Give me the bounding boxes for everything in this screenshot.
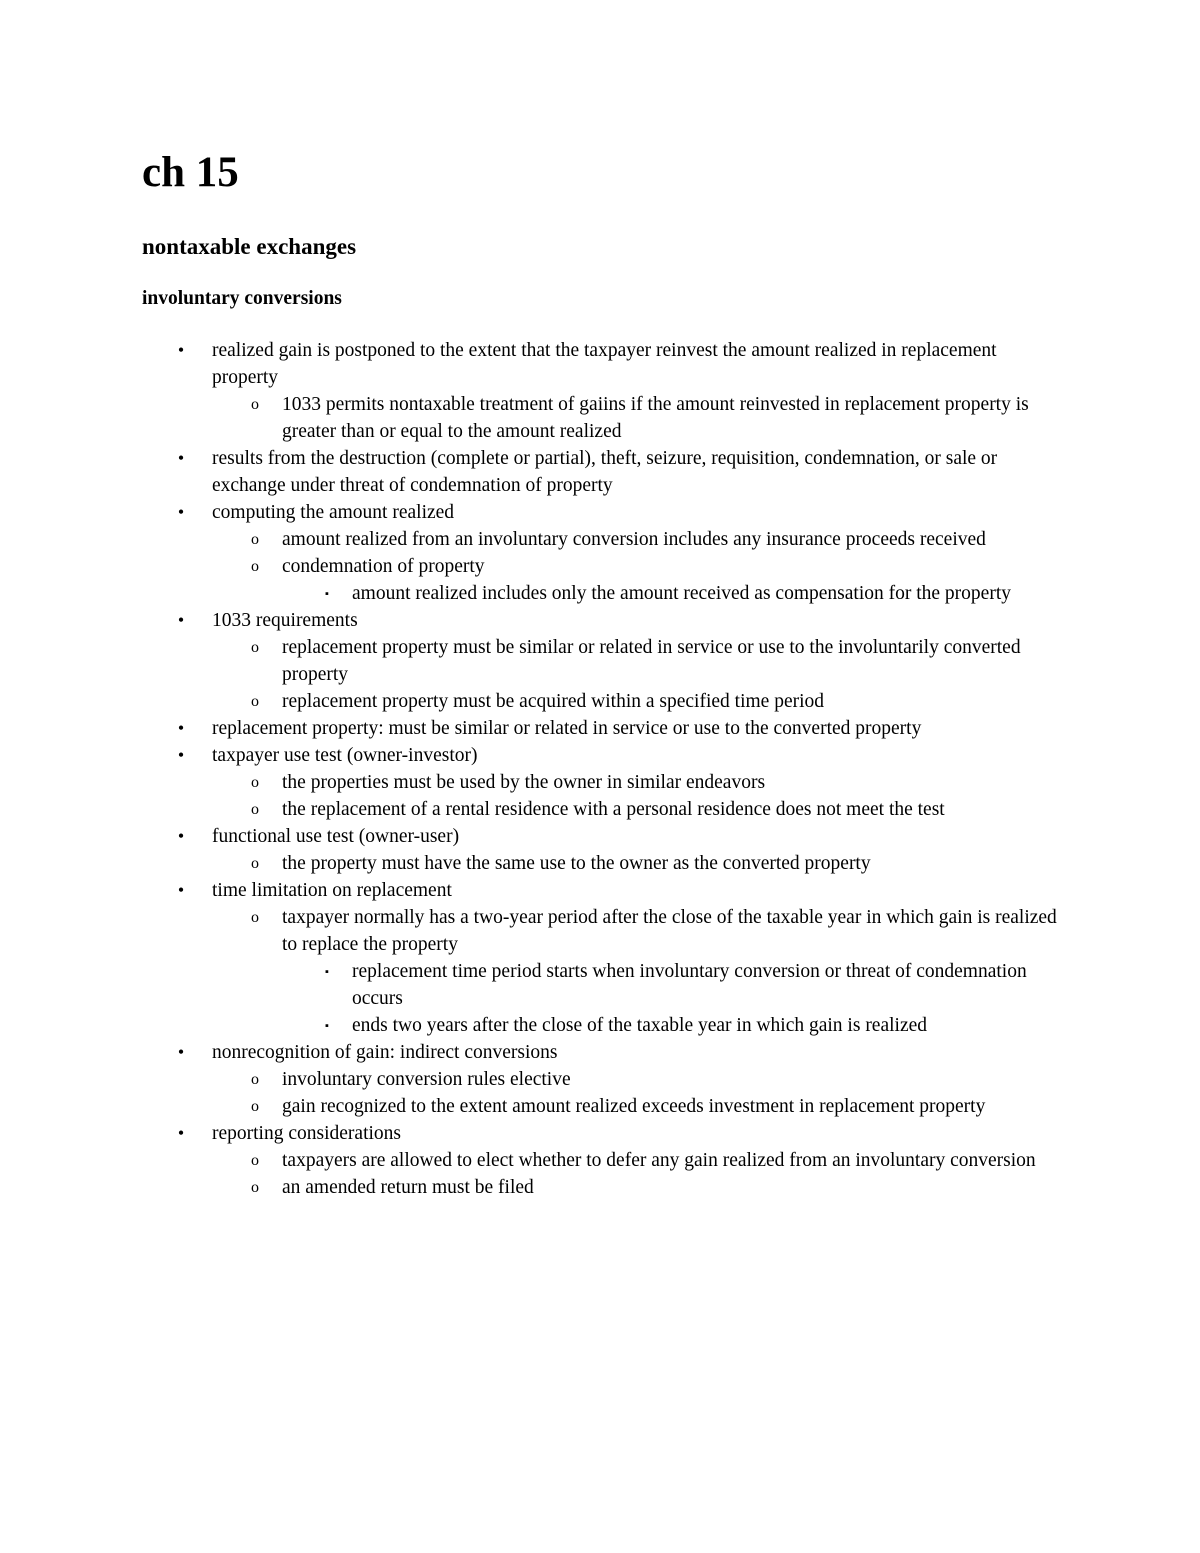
bullet-marker: •: [177, 745, 185, 765]
bullet-marker: o: [251, 1152, 259, 1169]
chapter-title: ch 15: [142, 149, 239, 196]
list-item-text: gain recognized to the extent amount realized exceeds investment in replacement property: [282, 1096, 986, 1117]
list-item-text: computing the amount realized: [212, 502, 455, 523]
list-item: [142, 445, 1062, 499]
bullet-marker: •: [177, 826, 185, 846]
list-item-text: replacement property must be similar or related in service or use to the involuntarily converted property: [282, 637, 1021, 685]
outline-list: [142, 337, 1062, 1201]
list-item-text: involuntary conversion rules elective: [282, 1069, 571, 1090]
sub-list: [251, 634, 1062, 715]
list-item-text: 1033 requirements: [212, 610, 358, 631]
bullet-marker: •: [177, 502, 185, 522]
list-item: [212, 850, 1062, 877]
bullet-marker: •: [177, 1042, 185, 1062]
list-item: [282, 1012, 1062, 1039]
list-item-text: taxpayer use test (owner-investor): [212, 745, 478, 766]
list-item: [212, 769, 1062, 796]
list-item-text: replacement property: must be similar or related in service or use to the converted property: [212, 718, 922, 739]
list-item-text: amount realized includes only the amount received as compensation for the property: [352, 583, 1011, 604]
list-item: [142, 823, 1062, 877]
bullet-marker: o: [251, 855, 259, 872]
list-item: [142, 877, 1062, 1039]
list-item: [212, 904, 1062, 1039]
sub-list: [251, 1066, 1062, 1120]
list-item-text: an amended return must be filed: [282, 1177, 534, 1198]
bullet-marker: o: [251, 774, 259, 791]
sub-list: [251, 526, 1062, 607]
bullet-marker: •: [177, 610, 185, 630]
list-item: [212, 553, 1062, 607]
list-item: [142, 715, 1062, 742]
list-item: [212, 526, 1062, 553]
bullet-marker: o: [251, 909, 259, 926]
bullet-marker: o: [251, 1179, 259, 1196]
sub-list: [251, 769, 1062, 823]
list-item-text: 1033 permits nontaxable treatment of gaiins if the amount reinvested in replacement property is greater than or equal to the amount realized: [282, 394, 1029, 442]
list-item-text: the replacement of a rental residence with a personal residence does not meet the test: [282, 799, 945, 820]
list-item: [212, 1066, 1062, 1093]
bullet-marker: o: [251, 1098, 259, 1115]
bullet-marker: o: [251, 639, 259, 656]
list-item: [142, 1039, 1062, 1120]
list-item-text: functional use test (owner-user): [212, 826, 460, 847]
sub-list: [251, 391, 1062, 445]
list-item: [212, 634, 1062, 688]
bullet-marker: o: [251, 801, 259, 818]
sub-list: [251, 1147, 1062, 1201]
bullet-marker: •: [177, 340, 185, 360]
list-item-text: ends two years after the close of the taxable year in which gain is realized: [352, 1015, 928, 1036]
sub-list: [251, 850, 1062, 877]
bullet-marker: o: [251, 531, 259, 548]
list-item-text: realized gain is postponed to the extent that the taxpayer reinvest the amount realized in replacement property: [212, 340, 997, 388]
bullet-marker: ▪: [325, 588, 329, 600]
bullet-marker: •: [177, 448, 185, 468]
bullet-marker: o: [251, 396, 259, 413]
list-item-text: nonrecognition of gain: indirect conversions: [212, 1042, 558, 1063]
list-item: [212, 796, 1062, 823]
list-item: [212, 688, 1062, 715]
bullet-marker: •: [177, 880, 185, 900]
list-item: [142, 607, 1062, 715]
bullet-marker: o: [251, 558, 259, 575]
list-item-text: results from the destruction (complete or partial), theft, seizure, requisition, condemnation, or sale or exchange under threat of condemnation of property: [212, 448, 998, 496]
bullet-marker: ▪: [325, 1020, 329, 1032]
list-item: [142, 499, 1062, 607]
list-item: [142, 337, 1062, 445]
bullet-marker: o: [251, 693, 259, 710]
list-item: [282, 958, 1062, 1012]
sub-list: [325, 580, 1062, 607]
list-item-text: condemnation of property: [282, 556, 485, 577]
list-item-text: the property must have the same use to the owner as the converted property: [282, 853, 871, 874]
list-item-text: reporting considerations: [212, 1123, 401, 1144]
list-item: [212, 1093, 1062, 1120]
list-item: [212, 391, 1062, 445]
sub-list: [251, 904, 1062, 1039]
list-item-text: taxpayers are allowed to elect whether to defer any gain realized from an involuntary conversion: [282, 1150, 1036, 1171]
document-page: [142, 142, 1062, 1201]
list-item-text: replacement time period starts when involuntary conversion or threat of condemnation occurs: [352, 961, 1027, 1009]
bullet-marker: o: [251, 1071, 259, 1088]
list-item-text: taxpayer normally has a two-year period after the close of the taxable year in which gain is realized to replace the property: [282, 907, 1057, 955]
list-item: [212, 1174, 1062, 1201]
bullet-marker: •: [177, 718, 185, 738]
bullet-marker: •: [177, 1123, 185, 1143]
subsection-heading: involuntary conversions: [142, 288, 342, 309]
list-item: [142, 1120, 1062, 1201]
list-item-text: amount realized from an involuntary conversion includes any insurance proceeds received: [282, 529, 986, 550]
sub-list: [325, 958, 1062, 1039]
section-heading: nontaxable exchanges: [142, 234, 357, 259]
list-item-text: time limitation on replacement: [212, 880, 452, 901]
list-item-text: replacement property must be acquired within a specified time period: [282, 691, 825, 712]
list-item-text: the properties must be used by the owner in similar endeavors: [282, 772, 766, 793]
bullet-marker: ▪: [325, 966, 329, 978]
list-item: [142, 742, 1062, 823]
list-item: [212, 1147, 1062, 1174]
list-item: [282, 580, 1062, 607]
